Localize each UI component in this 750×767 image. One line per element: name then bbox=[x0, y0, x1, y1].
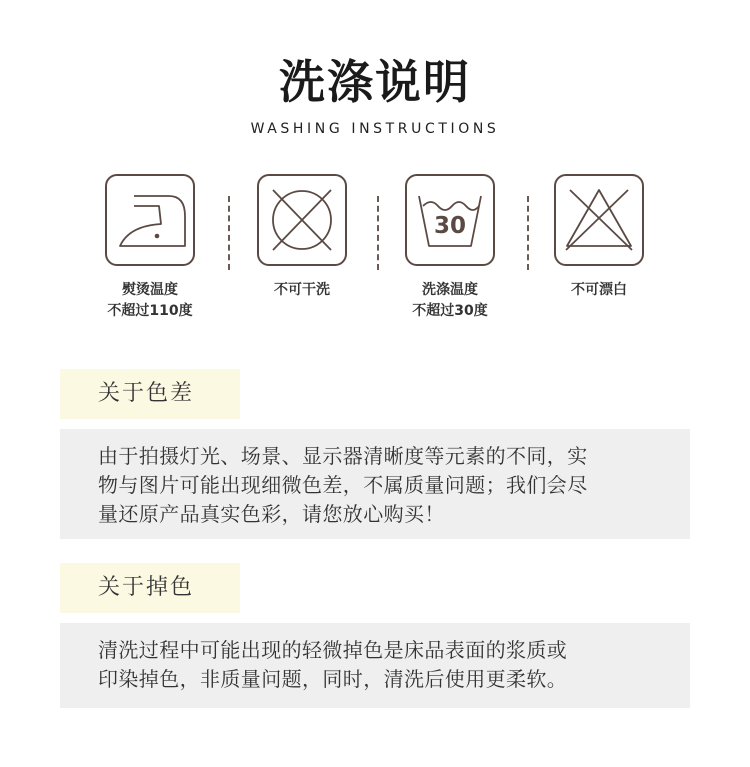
no-bleach-icon bbox=[554, 174, 644, 266]
body-line: 清洗过程中可能出现的轻微掉色是床品表面的浆质或 bbox=[98, 638, 568, 662]
divider bbox=[228, 196, 230, 270]
page-title: 洗涤说明 bbox=[279, 55, 471, 109]
no-tumble-dry-label: 不可干洗 bbox=[274, 282, 330, 298]
page-subtitle: WASHING INSTRUCTIONS bbox=[250, 121, 500, 137]
body-line: 量还原产品真实色彩，请您放心购买！ bbox=[98, 502, 445, 526]
care-icons-row bbox=[0, 174, 750, 334]
body-line: 由于拍摄灯光、场景、显示器清晰度等元素的不同，实 bbox=[98, 444, 588, 468]
no-bleach-label: 不可漂白 bbox=[571, 282, 627, 298]
wash-temp-text: 30 bbox=[433, 213, 466, 239]
section-body-color-difference bbox=[60, 429, 690, 539]
section-heading-color-difference: 关于色差 bbox=[60, 369, 240, 419]
divider bbox=[527, 196, 529, 270]
body-line: 物与图片可能出现细微色差，不属质量问题；我们会尽 bbox=[98, 473, 588, 497]
divider bbox=[377, 196, 379, 270]
iron-label: 熨烫温度 不超过110度 bbox=[107, 282, 193, 319]
section-heading-fading: 关于掉色 bbox=[60, 563, 240, 613]
iron-icon bbox=[105, 174, 195, 266]
no-tumble-dry-icon bbox=[257, 174, 347, 266]
wash-30-icon bbox=[405, 174, 495, 266]
wash-30-label: 洗涤温度 不超过30度 bbox=[412, 282, 488, 319]
section-body-fading bbox=[60, 623, 690, 708]
body-line: 印染掉色，非质量问题，同时，清洗后使用更柔软。 bbox=[98, 667, 568, 691]
